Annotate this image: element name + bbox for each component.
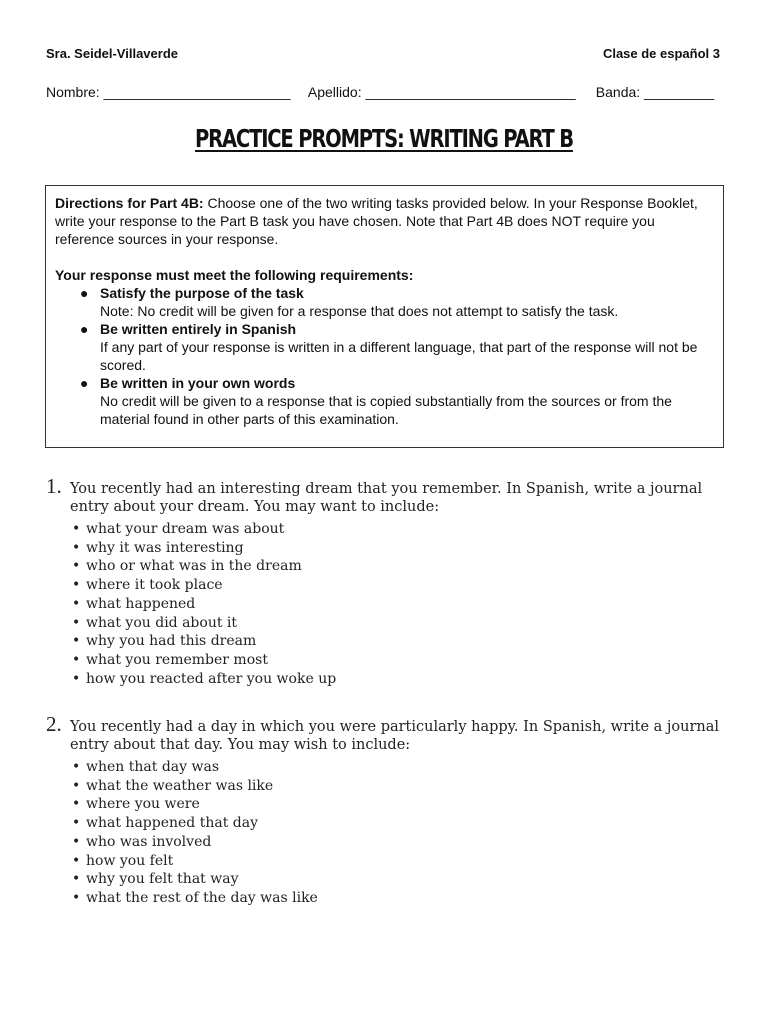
list-item (72, 758, 720, 777)
requirement-note: No credit will be given to a response that is copied substantially from the sources or from the material found in other parts of this examination. (100, 393, 672, 427)
list-item (72, 614, 720, 633)
bullet-icon: • (72, 614, 81, 631)
list-item-text: what the rest of the day was like (86, 889, 318, 906)
list-item-text: why you felt that way (86, 871, 239, 888)
bullet-icon: • (72, 871, 81, 888)
list-item (72, 595, 720, 614)
bullet-icon: • (72, 777, 81, 794)
directions-paragraph (55, 194, 714, 248)
course-name: Clase de español 3 (602, 46, 720, 61)
list-item (72, 777, 720, 796)
list-item (72, 557, 720, 576)
list-item-text: where it took place (86, 577, 223, 594)
prompt-items (46, 758, 720, 908)
bullet-icon: • (72, 852, 81, 869)
bullet-icon: • (72, 796, 81, 813)
list-item-text: what happened that day (86, 815, 258, 832)
page-title-text: PRACTICE PROMPTS: WRITING PART B (195, 124, 573, 153)
list-item (72, 870, 720, 889)
prompt-items (46, 520, 720, 688)
list-item (72, 670, 720, 689)
bullet-icon: • (72, 633, 81, 650)
requirement-note: Note: No credit will be given for a response that does not attempt to satisfy the task. (100, 303, 619, 319)
list-item (72, 852, 720, 871)
list-item-text: why you had this dream (86, 633, 257, 650)
bullet-icon: • (72, 558, 81, 575)
directions-lead: Directions for Part 4B: (55, 195, 204, 211)
page-title (84, 124, 683, 153)
list-item (72, 795, 720, 814)
list-item (72, 833, 720, 852)
list-item-text: what the weather was like (86, 777, 274, 794)
prompt-number: 2. (46, 712, 62, 736)
bullet-icon: • (72, 759, 81, 775)
directions-box (45, 185, 724, 448)
list-item (72, 814, 720, 833)
prompt-text: You recently had a day in which you were particularly happy. In Spanish, write a journal entry about that day. You may wish to include: (70, 719, 720, 753)
bullet-icon: • (72, 521, 81, 537)
list-item-text: what happened (86, 595, 196, 612)
nombre-field: Nombre: ________________________ (46, 84, 291, 100)
list-item (72, 520, 720, 539)
list-item-text: what you remember most (86, 651, 268, 668)
requirement-item (55, 284, 714, 320)
bullet-icon: ● (80, 285, 89, 301)
bullet-icon: • (72, 833, 81, 850)
banda-field: Banda: _________ (595, 84, 715, 100)
requirements-list (55, 284, 714, 428)
list-item-text: where you were (86, 796, 200, 813)
apellido-field: Apellido: ___________________________ (307, 84, 576, 100)
list-item (72, 651, 720, 670)
teacher-name: Sra. Seidel-Villaverde (46, 46, 178, 61)
list-item-text: when that day was (86, 759, 219, 775)
list-item-text: why it was interesting (86, 539, 244, 556)
bullet-icon: • (72, 815, 81, 832)
bullet-icon: • (72, 670, 81, 687)
bullet-icon: • (72, 539, 81, 556)
list-item-text: how you reacted after you woke up (86, 670, 337, 687)
prompt-number: 1. (46, 474, 62, 498)
list-item (72, 576, 720, 595)
bullet-icon: • (72, 577, 81, 594)
requirement-note: If any part of your response is written in a different language, that part of the response will not be scored. (100, 339, 698, 373)
requirement-item (55, 320, 714, 374)
prompt-2 (46, 712, 720, 908)
bullet-icon: ● (80, 321, 89, 337)
bullet-icon: • (72, 889, 81, 906)
requirement-title: Be written entirely in Spanish (100, 321, 297, 337)
bullet-icon: ● (80, 375, 89, 391)
requirement-title: Satisfy the purpose of the task (100, 285, 304, 301)
prompt-1 (46, 474, 720, 688)
requirements-heading: Your response must meet the following requirements: (55, 267, 414, 283)
directions-text: Choose one of the two writing tasks provided below. In your Response Booklet, write your response to the Part B task you have chosen. Note that Part 4B does NOT require you reference sources in your response. (55, 195, 698, 247)
bullet-icon: • (72, 651, 81, 668)
list-item (72, 632, 720, 651)
list-item-text: who was involved (86, 833, 212, 850)
requirement-item (55, 374, 714, 428)
list-item (72, 889, 720, 908)
bullet-icon: • (72, 595, 81, 612)
student-info-fields (46, 84, 726, 100)
prompt-text: You recently had an interesting dream that you remember. In Spanish, write a journal entry about your dream. You may want to include: (70, 481, 703, 515)
requirement-title: Be written in your own words (100, 375, 296, 391)
list-item (72, 539, 720, 558)
list-item-text: who or what was in the dream (86, 558, 302, 575)
list-item-text: what your dream was about (86, 521, 285, 537)
list-item-text: how you felt (86, 852, 174, 869)
list-item-text: what you did about it (86, 614, 238, 631)
